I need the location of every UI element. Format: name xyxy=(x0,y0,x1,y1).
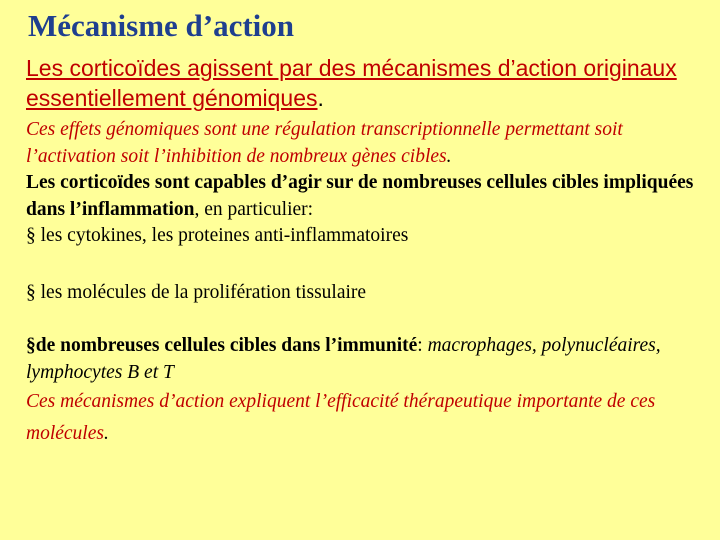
genomic-effects-text: Ces effets génomiques sont une régulation transcriptionnelle permettant soit l’activation soit l’inhibition de nombreux gènes cibles xyxy=(26,119,623,167)
intro-text xyxy=(26,53,706,113)
spacer xyxy=(26,306,706,333)
intro-period: . xyxy=(317,85,324,111)
bullet-immunity-colon: : xyxy=(417,335,428,356)
bullet-cytokines: § les cytokines, les proteines anti-inflammatoires xyxy=(26,225,409,246)
target-cells-paragraph xyxy=(26,170,706,223)
conclusion-paragraph xyxy=(26,386,706,450)
intro-underlined: Les corticoïdes agissent par des mécanismes d’action originaux essentiellement génomiques xyxy=(26,55,677,111)
conclusion-period: . xyxy=(103,423,109,444)
spacer xyxy=(26,250,706,280)
slide-body xyxy=(26,117,706,450)
target-cells-bold: Les corticoïdes sont capables d’agir sur de nombreuses cellules cibles impliquées dans l’inflammation xyxy=(26,172,694,220)
bullet-immunity-bold: §de nombreuses cellules cibles dans l’immunité xyxy=(26,335,418,356)
bullet-immunity xyxy=(26,333,706,386)
conclusion-text: Ces mécanismes d’action expliquent l’efficacité thérapeutique importante de ces molécules xyxy=(26,391,656,444)
slide-title: Mécanisme d’action xyxy=(28,8,295,43)
bullet-proliferation: § les molécules de la prolifération tissulaire xyxy=(26,281,367,303)
genomic-effects-period: . xyxy=(446,145,452,167)
bullet-immunity-italic: macrophages, polynucléaires, lymphocytes B et T xyxy=(26,335,661,383)
genomic-effects-paragraph xyxy=(26,117,706,170)
target-cells-rest: , en particulier: xyxy=(194,198,314,220)
